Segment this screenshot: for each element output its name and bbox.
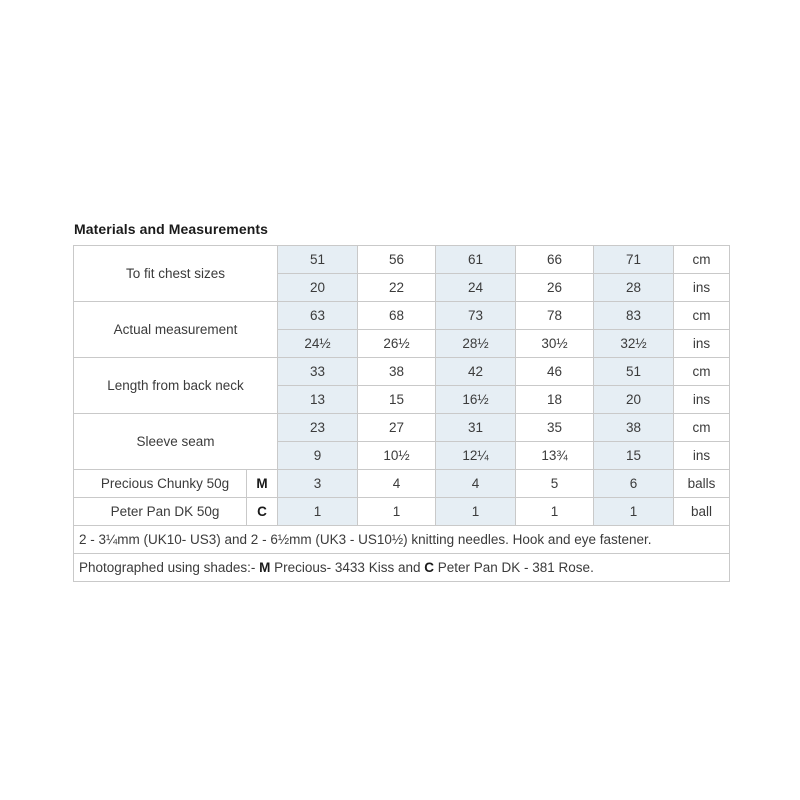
- table-row: [74, 554, 730, 582]
- size-value: 15: [358, 386, 436, 414]
- size-value: 78: [516, 302, 594, 330]
- yarn-quantity: 1: [594, 498, 674, 526]
- section-heading: Materials and Measurements: [74, 221, 269, 237]
- size-value: 20: [278, 274, 358, 302]
- table-row: [74, 246, 730, 274]
- table-row: [74, 470, 730, 498]
- table-row: [74, 498, 730, 526]
- table-row: [74, 414, 730, 442]
- photo-note: [74, 554, 730, 582]
- yarn-code: M: [246, 470, 277, 497]
- size-value: 26: [516, 274, 594, 302]
- size-value: 51: [278, 246, 358, 274]
- size-value: 16½: [436, 386, 516, 414]
- measurement-label: Actual measurement: [74, 302, 278, 358]
- yarn-quantity: 3: [278, 470, 358, 498]
- yarn-code: C: [246, 498, 277, 525]
- needles-note: 2 - 3¼mm (UK10- US3) and 2 - 6½mm (UK3 - US10½) knitting needles. Hook and eye fastener.: [74, 526, 730, 554]
- size-value: 30½: [516, 330, 594, 358]
- size-value: 24: [436, 274, 516, 302]
- size-value: 12¼: [436, 442, 516, 470]
- size-value: 83: [594, 302, 674, 330]
- yarn-quantity: 4: [436, 470, 516, 498]
- size-value: 33: [278, 358, 358, 386]
- yarn-label-cell: [74, 470, 278, 498]
- unit-label: ins: [674, 274, 730, 302]
- unit-label: cm: [674, 414, 730, 442]
- table-row: [74, 302, 730, 330]
- size-value: 9: [278, 442, 358, 470]
- size-value: 27: [358, 414, 436, 442]
- yarn-quantity: 1: [436, 498, 516, 526]
- size-value: 66: [516, 246, 594, 274]
- size-value: 13: [278, 386, 358, 414]
- unit-label: ins: [674, 386, 730, 414]
- yarn-quantity: 1: [278, 498, 358, 526]
- photo-note-c-text: Peter Pan DK - 381 Rose.: [433, 560, 594, 575]
- unit-label: balls: [674, 470, 730, 498]
- table-row: [74, 358, 730, 386]
- size-value: 38: [358, 358, 436, 386]
- size-value: 15: [594, 442, 674, 470]
- unit-label: cm: [674, 302, 730, 330]
- yarn-name: Precious Chunky 50g: [100, 476, 230, 491]
- shade-code-m: M: [259, 560, 271, 575]
- unit-label: ins: [674, 330, 730, 358]
- yarn-quantity: 1: [358, 498, 436, 526]
- materials-table: [73, 245, 730, 582]
- size-value: 71: [594, 246, 674, 274]
- size-value: 46: [516, 358, 594, 386]
- size-value: 38: [594, 414, 674, 442]
- size-value: 10½: [358, 442, 436, 470]
- photo-note-m-text: Precious- 3433 Kiss and: [270, 560, 425, 575]
- size-value: 56: [358, 246, 436, 274]
- size-value: 26½: [358, 330, 436, 358]
- yarn-quantity: 1: [516, 498, 594, 526]
- unit-label: cm: [674, 246, 730, 274]
- size-value: 61: [436, 246, 516, 274]
- yarn-quantity: 4: [358, 470, 436, 498]
- size-value: 23: [278, 414, 358, 442]
- yarn-quantity: 6: [594, 470, 674, 498]
- photo-note-prefix: Photographed using shades:-: [79, 560, 260, 575]
- shade-code-c: C: [424, 560, 434, 575]
- yarn-quantity: 5: [516, 470, 594, 498]
- measurement-label: Sleeve seam: [74, 414, 278, 470]
- measurement-label: To fit chest sizes: [74, 246, 278, 302]
- unit-label: cm: [674, 358, 730, 386]
- size-value: 51: [594, 358, 674, 386]
- size-value: 13¾: [516, 442, 594, 470]
- yarn-name: Peter Pan DK 50g: [110, 504, 220, 519]
- size-value: 35: [516, 414, 594, 442]
- size-value: 22: [358, 274, 436, 302]
- size-value: 28: [594, 274, 674, 302]
- measurement-label: Length from back neck: [74, 358, 278, 414]
- size-value: 18: [516, 386, 594, 414]
- yarn-label-cell: [74, 498, 278, 526]
- size-value: 73: [436, 302, 516, 330]
- size-value: 68: [358, 302, 436, 330]
- unit-label: ball: [674, 498, 730, 526]
- size-value: 32½: [594, 330, 674, 358]
- size-value: 42: [436, 358, 516, 386]
- table-row: [74, 526, 730, 554]
- size-value: 31: [436, 414, 516, 442]
- size-value: 28½: [436, 330, 516, 358]
- size-value: 63: [278, 302, 358, 330]
- size-value: 24½: [278, 330, 358, 358]
- unit-label: ins: [674, 442, 730, 470]
- size-value: 20: [594, 386, 674, 414]
